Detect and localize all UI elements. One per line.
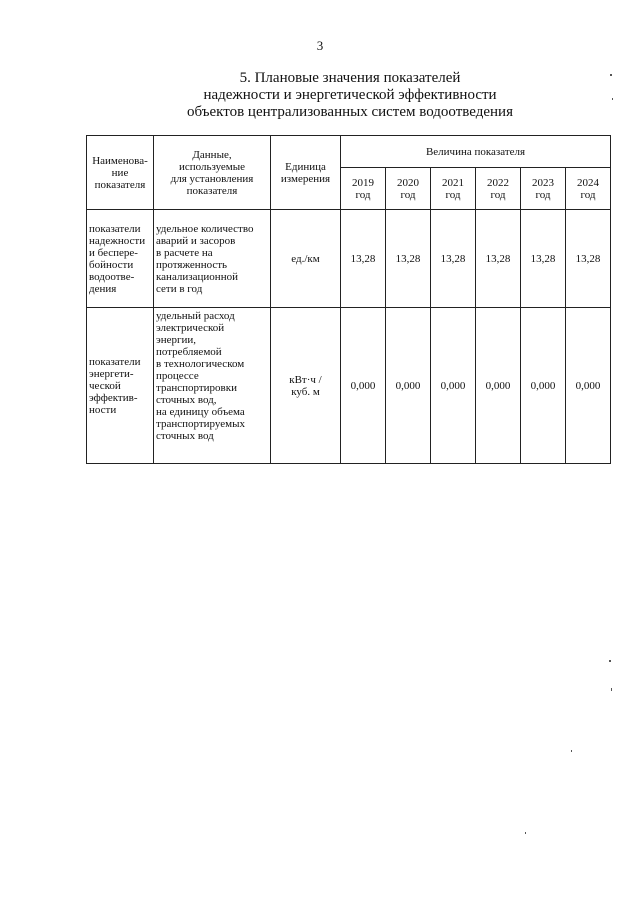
title-line: 5. Плановые значения показателей <box>239 70 461 86</box>
indicator-value: 0,000 <box>521 308 566 464</box>
indicator-value: 0,000 <box>431 308 476 464</box>
indicator-unit: кВт·ч / куб. м <box>271 308 341 464</box>
header-year: 2024 год <box>566 168 611 210</box>
scan-speck <box>612 98 613 100</box>
indicator-value: 13,28 <box>431 210 476 308</box>
indicator-value: 0,000 <box>341 308 386 464</box>
table-row <box>87 210 611 308</box>
document-title <box>150 70 550 121</box>
header-year: 2019 год <box>341 168 386 210</box>
header-year: 2020 год <box>386 168 431 210</box>
scan-speck <box>611 688 612 691</box>
indicator-value: 13,28 <box>521 210 566 308</box>
header-year: 2023 год <box>521 168 566 210</box>
indicator-value: 13,28 <box>341 210 386 308</box>
scan-speck <box>525 832 526 834</box>
table-header-row <box>87 136 611 168</box>
indicator-data: удельный расход электрической энергии, потребляемой в технологическом процессе транспортировки сточных вод, на единицу объема транспортируемых сточных вод <box>154 308 271 464</box>
indicator-value: 13,28 <box>566 210 611 308</box>
header-unit: Единица измерения <box>271 136 341 210</box>
table-row <box>87 308 611 464</box>
indicator-data: удельное количество аварий и засоров в расчете на протяженность канализационной сети в год <box>154 210 271 308</box>
header-year: 2021 год <box>431 168 476 210</box>
page-number: 3 <box>316 38 324 53</box>
header-name: Наименова- ние показателя <box>87 136 154 210</box>
indicator-name: показатели энергети- ческой эффектив- ности <box>87 308 154 464</box>
indicator-unit: ед./км <box>271 210 341 308</box>
title-line: надежности и энергетической эффективности <box>203 87 497 103</box>
indicator-value: 0,000 <box>566 308 611 464</box>
scan-speck <box>610 74 612 76</box>
header-value: Величина показателя <box>341 136 611 168</box>
scan-speck <box>571 750 572 752</box>
indicator-name: показатели надежности и беспере- бойности водоотве- дения <box>87 210 154 308</box>
scan-speck <box>609 660 611 662</box>
indicator-value: 13,28 <box>476 210 521 308</box>
indicator-value: 0,000 <box>386 308 431 464</box>
indicators-table <box>86 135 611 464</box>
header-data: Данные, используемые для установления показателя <box>154 136 271 210</box>
header-year: 2022 год <box>476 168 521 210</box>
indicator-value: 13,28 <box>386 210 431 308</box>
indicator-value: 0,000 <box>476 308 521 464</box>
title-line: объектов централизованных систем водоотведения <box>186 104 513 120</box>
